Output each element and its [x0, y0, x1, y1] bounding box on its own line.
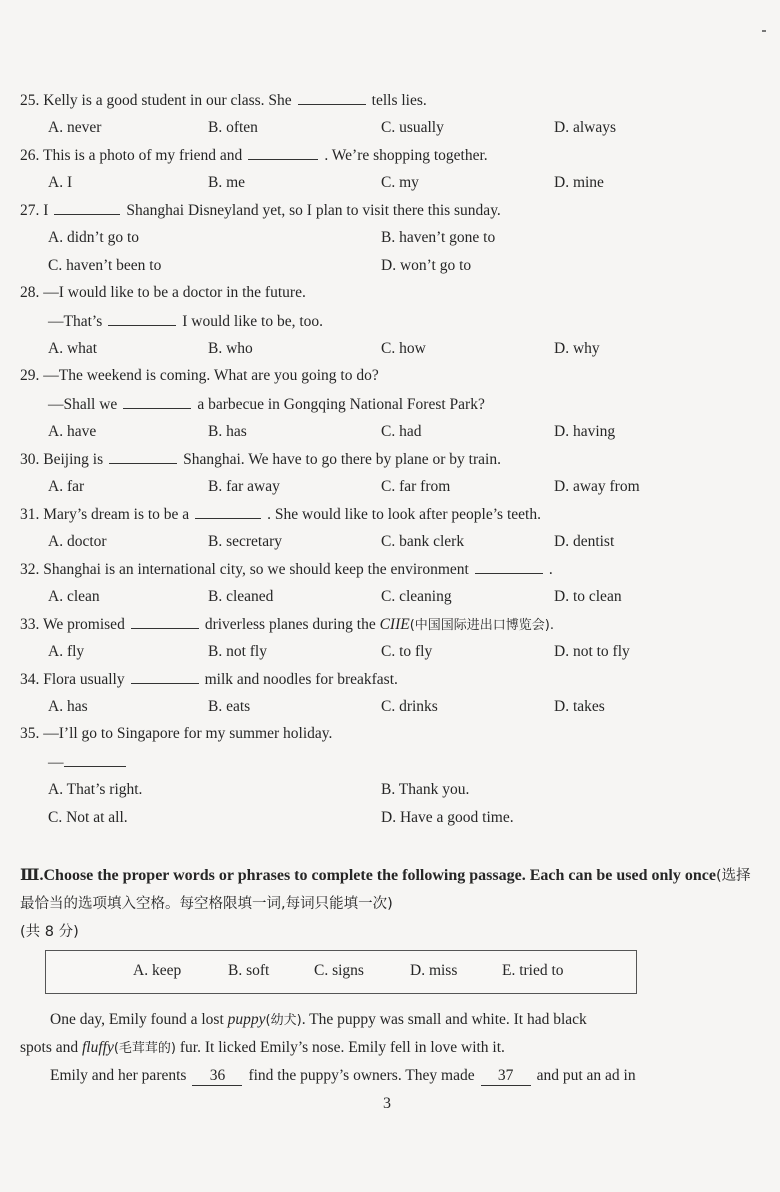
option-b: B. far away [208, 478, 280, 495]
option-b: B. secretary [208, 533, 283, 550]
option-b: B. me [208, 174, 246, 191]
option-b: B. Thank you. [381, 781, 470, 798]
question-text: Shanghai is an international city, so we should keep the environment [43, 561, 469, 578]
question-text: —I’ll go to Singapore for my summer holiday. [43, 725, 333, 742]
option-a: A. have [48, 423, 97, 440]
question-27 [20, 200, 501, 221]
option-c: C. to fly [381, 643, 433, 660]
question-26 [20, 145, 488, 166]
question-29 [20, 366, 379, 386]
question-29-reply [48, 394, 485, 415]
option-a: A. I [48, 174, 73, 191]
option-b: B. haven’t gone to [381, 229, 496, 246]
option-d: D. Have a good time. [381, 809, 514, 826]
section-label: Ⅲ. [20, 867, 44, 884]
option-b: B. has [208, 423, 247, 440]
passage-line-3 [50, 1066, 636, 1086]
question-text: Flora usually [43, 671, 125, 688]
option-c: C. cleaning [381, 588, 452, 605]
question-text: We promised [42, 616, 125, 633]
question-number: 33. [20, 616, 40, 633]
section-instruction: Choose the proper words or phrases to complete the following passage. Each can be used only once [43, 867, 716, 884]
option-c: C. how [381, 340, 426, 357]
passage-line-2 [20, 1038, 505, 1059]
option-a: A. fly [48, 643, 85, 660]
question-text: —That’s [48, 313, 103, 330]
question-text: Shanghai Disneyland yet, so I plan to visit there this sunday. [126, 202, 501, 219]
word-bank-box [45, 950, 637, 994]
numbered-blank-36: 36 [192, 1067, 242, 1086]
answer-blank [475, 559, 543, 574]
question-text: driverless planes during the [204, 616, 376, 633]
question-text: a barbecue in Gongqing National Forest Park? [197, 396, 485, 413]
scan-mark [762, 30, 766, 32]
passage-line-1 [50, 1010, 587, 1031]
word-option-d: D. miss [410, 962, 458, 979]
option-d: D. having [554, 423, 616, 440]
question-text: tells lies. [371, 92, 427, 109]
question-28-reply [48, 311, 323, 332]
option-a: A. doctor [48, 533, 107, 550]
option-a: A. never [48, 119, 102, 136]
question-text: . She would like to look after people’s teeth. [267, 506, 541, 523]
question-number: 25. [20, 92, 40, 109]
question-25 [20, 90, 427, 111]
option-d: D. why [554, 340, 600, 357]
question-32 [20, 559, 553, 580]
question-text: . We’re shopping together. [324, 147, 488, 164]
option-c: C. haven’t been to [48, 257, 162, 274]
option-c: C. usually [381, 119, 444, 136]
answer-blank [298, 90, 366, 105]
option-d: D. mine [554, 174, 604, 191]
answer-blank [248, 145, 318, 160]
question-number: 29. [20, 367, 40, 384]
word-option-e: E. tried to [502, 962, 564, 979]
option-a: A. has [48, 698, 88, 715]
section-instruction-chinese: (选择最恰当的选项填入空格。每空格限填一词,每词只能填一次) [20, 868, 751, 912]
option-b: B. eats [208, 698, 251, 715]
answer-blank [109, 449, 177, 464]
question-30 [20, 449, 501, 470]
question-text: Kelly is a good student in our class. She [43, 92, 292, 109]
question-text: I [43, 202, 49, 219]
question-text: —I would like to be a doctor in the future. [43, 284, 306, 301]
question-34 [20, 669, 398, 690]
question-31 [20, 504, 541, 525]
option-d: D. takes [554, 698, 605, 715]
option-c: C. drinks [381, 698, 438, 715]
passage-text: . The puppy was small and white. It had black [301, 1011, 587, 1028]
option-a: A. didn’t go to [48, 229, 139, 246]
word-option-a: A. keep [133, 962, 182, 979]
question-text: —Shall we [48, 396, 118, 413]
answer-blank [54, 200, 120, 215]
passage-italic-word: fluffy [82, 1039, 114, 1056]
answer-blank [195, 504, 261, 519]
option-c: C. had [381, 423, 422, 440]
word-option-b: B. soft [228, 962, 270, 979]
answer-blank [131, 669, 199, 684]
question-35 [20, 724, 332, 744]
option-d: D. not to fly [554, 643, 630, 660]
option-a: A. That’s right. [48, 781, 143, 798]
answer-blank [108, 311, 176, 326]
option-a: A. what [48, 340, 98, 357]
question-number: 35. [20, 725, 40, 742]
option-d: D. dentist [554, 533, 615, 550]
question-33 [20, 614, 554, 636]
passage-text: Emily and her parents [50, 1067, 187, 1084]
question-text: Mary’s dream is to be a [43, 506, 190, 523]
passage-chinese-gloss: (毛茸茸的) [113, 1041, 177, 1056]
question-text-italic: CIIE [379, 616, 410, 633]
passage-chinese-gloss: (幼犬) [265, 1013, 302, 1028]
question-text: milk and noodles for breakfast. [204, 671, 398, 688]
question-text-chinese: (中国国际进出口博览会). [409, 618, 555, 633]
option-c: C. bank clerk [381, 533, 465, 550]
passage-italic-word: puppy [227, 1011, 266, 1028]
answer-blank [131, 614, 199, 629]
option-d: D. away from [554, 478, 640, 495]
passage-text: and put an ad in [536, 1067, 636, 1084]
question-number: 30. [20, 451, 40, 468]
option-c: C. Not at all. [48, 809, 128, 826]
option-b: B. not fly [208, 643, 267, 660]
question-text: Shanghai. We have to go there by plane or by train. [183, 451, 501, 468]
answer-blank [123, 394, 191, 409]
answer-blank [64, 752, 126, 767]
numbered-blank-37: 37 [481, 1067, 531, 1086]
option-b: B. cleaned [208, 588, 274, 605]
option-a: A. clean [48, 588, 100, 605]
question-text: Beijing is [43, 451, 104, 468]
option-b: B. often [208, 119, 258, 136]
question-text: —The weekend is coming. What are you going to do? [43, 367, 379, 384]
option-d: D. won’t go to [381, 257, 472, 274]
question-number: 34. [20, 671, 40, 688]
page-number: 3 [383, 1095, 391, 1112]
option-b: B. who [208, 340, 253, 357]
question-number: 26. [20, 147, 40, 164]
section-points: (共 8 分) [20, 924, 79, 940]
option-d: D. to clean [554, 588, 622, 605]
option-a: A. far [48, 478, 85, 495]
option-c: C. far from [381, 478, 451, 495]
passage-text: One day, Emily found a lost [50, 1011, 224, 1028]
question-text: — [48, 754, 64, 771]
option-d: D. always [554, 119, 616, 136]
question-text: I would like to be, too. [182, 313, 324, 330]
question-35-reply [48, 752, 132, 773]
question-text: . [548, 561, 553, 578]
question-number: 32. [20, 561, 40, 578]
question-28 [20, 283, 306, 303]
question-number: 28. [20, 284, 40, 301]
question-number: 31. [20, 506, 40, 523]
question-number: 27. [20, 202, 40, 219]
passage-text: find the puppy’s owners. They made [248, 1067, 475, 1084]
option-c: C. my [381, 174, 419, 191]
passage-text: spots and [20, 1039, 79, 1056]
section-heading [20, 862, 760, 946]
passage-text: fur. It licked Emily’s nose. Emily fell in love with it. [179, 1039, 505, 1056]
word-option-c: C. signs [314, 962, 364, 979]
question-text: This is a photo of my friend and [42, 147, 243, 164]
